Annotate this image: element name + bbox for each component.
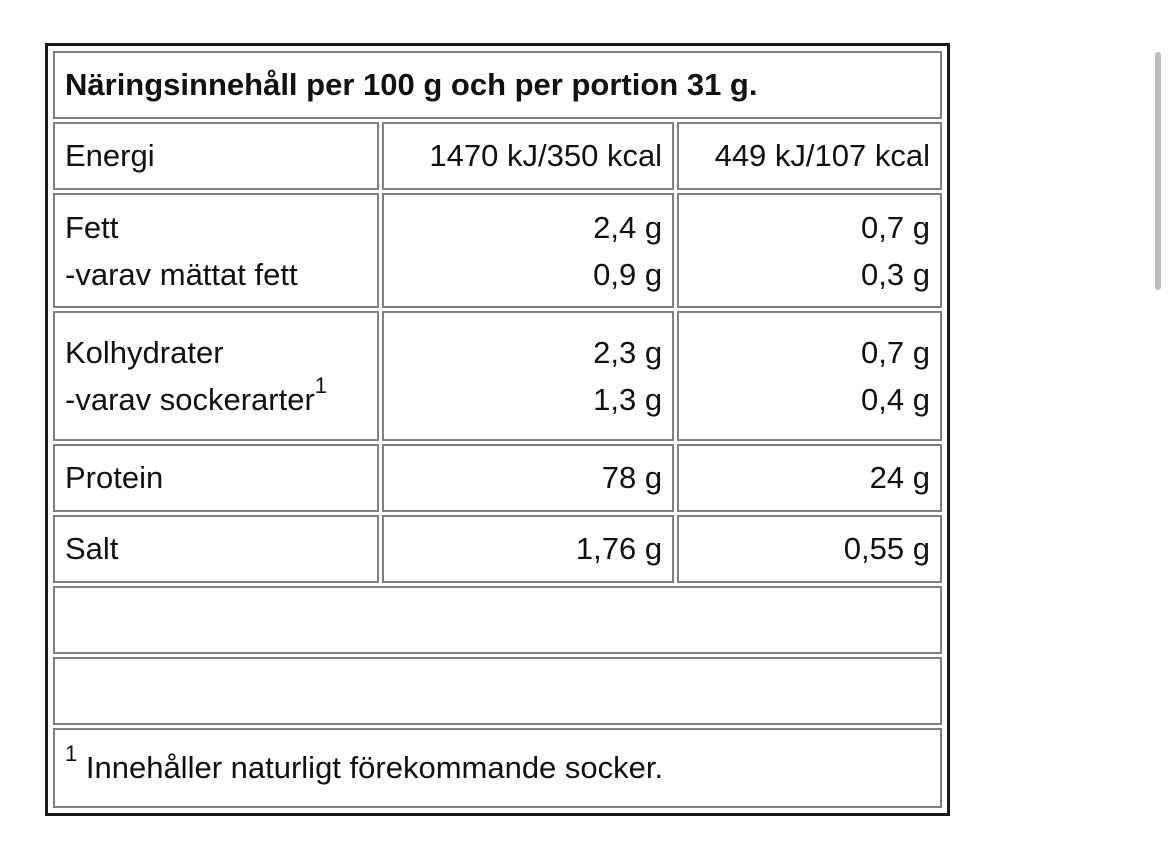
row-label-fett: [53, 193, 379, 308]
value-per-portion: 24 g: [677, 444, 942, 512]
row-label-fett-sub: -varav mättat fett: [65, 256, 298, 292]
nutrition-panel: [45, 43, 950, 816]
table-header-row: [53, 51, 942, 119]
value-per-100g: 1470 kJ/350 kcal: [382, 122, 674, 190]
value-fett: 0,7 g: [861, 209, 930, 245]
value-kolhydrater: 2,3 g: [593, 335, 663, 371]
value-per-portion: 0,55 g: [677, 515, 942, 583]
table-row: [53, 444, 942, 512]
row-label-kolhydrater-sub: [65, 373, 367, 423]
footnote: [53, 728, 942, 808]
row-label-protein: Protein: [53, 444, 379, 512]
value-per-100g: 78 g: [382, 444, 674, 512]
value-mattat-fett: 0,3 g: [861, 256, 930, 292]
footnote-marker: 1: [314, 373, 328, 399]
value-sockerarter: 0,4 g: [861, 382, 930, 418]
empty-cell: [53, 586, 942, 654]
empty-row: [53, 657, 942, 725]
table-row: [53, 311, 942, 441]
row-label-energi: Energi: [53, 122, 379, 190]
row-label-kolhydrater-main: Kolhydrater: [65, 335, 224, 371]
vertical-scrollbar[interactable]: [1155, 52, 1161, 290]
value-per-100g: [382, 311, 674, 441]
value-fett: 2,4 g: [593, 209, 663, 245]
value-sockerarter: 1,3 g: [593, 382, 663, 418]
table-title: Näringsinnehåll per 100 g och per portion 31 g.: [53, 51, 942, 119]
value-per-100g: [382, 193, 674, 308]
value-per-portion: [677, 193, 942, 308]
footnote-text: Innehåller naturligt förekommande socker.: [77, 750, 664, 786]
empty-cell: [53, 657, 942, 725]
value-per-portion: [677, 311, 942, 441]
row-label-fett-main: Fett: [65, 209, 119, 245]
footnote-marker: 1: [65, 741, 78, 767]
value-per-portion: 449 kJ/107 kcal: [677, 122, 942, 190]
empty-row: [53, 586, 942, 654]
table-row: [53, 122, 942, 190]
row-label-sockerarter: -varav sockerarter: [65, 382, 315, 418]
row-label-salt: Salt: [53, 515, 379, 583]
nutrition-table: [50, 48, 945, 811]
row-label-kolhydrater: [53, 311, 379, 441]
value-per-100g: 1,76 g: [382, 515, 674, 583]
footnote-row: [53, 728, 942, 808]
table-row: [53, 193, 942, 308]
table-row: [53, 515, 942, 583]
value-kolhydrater: 0,7 g: [861, 335, 930, 371]
value-mattat-fett: 0,9 g: [593, 256, 663, 292]
